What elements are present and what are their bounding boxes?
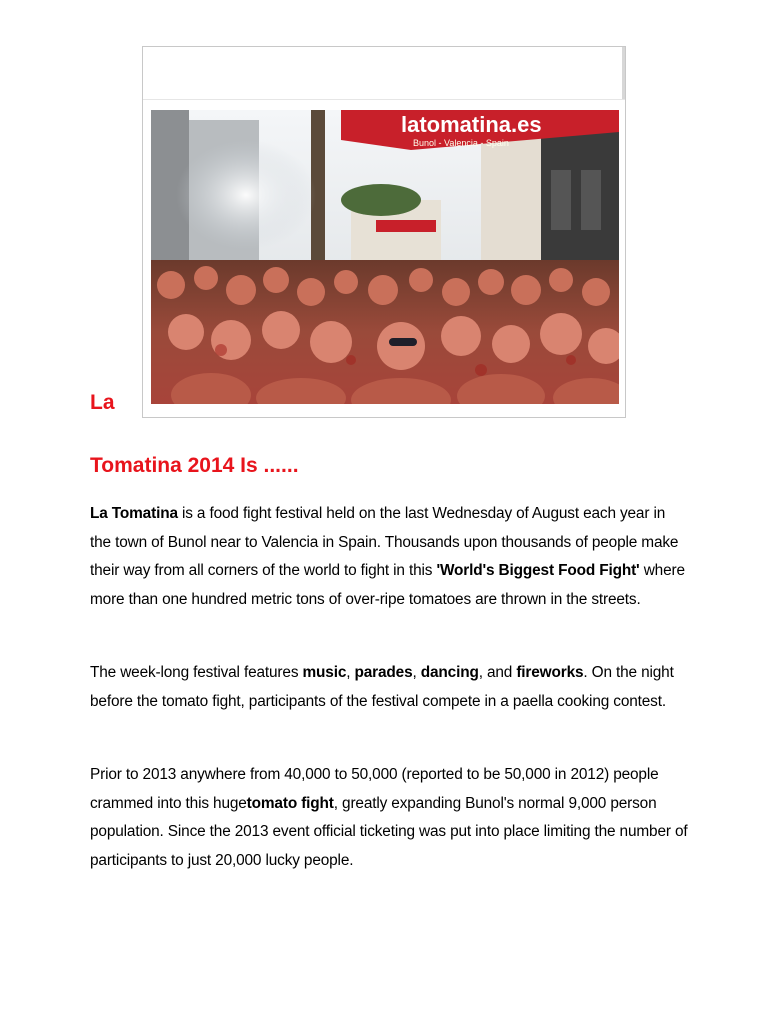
features-text-a: The week-long festival features [90,664,303,681]
features-sep-3: , and [478,664,517,681]
intro-text-a: is a food fight festival held on the last Wednesday of August each year in the town of Bunol near to Valencia in Spain. Thousands upon thousands of people make their way from all corners of the world to fight in this [90,505,679,579]
feature-dancing: dancing [420,664,479,681]
term-tomato-fight: tomato fight [246,794,334,812]
feature-parades: parades [354,664,413,681]
photo-strip-edge [622,47,625,99]
features-sep-1: , [346,664,355,681]
paragraph-attendance [90,761,690,875]
photo-top-strip [143,47,625,100]
festival-photo-frame [142,46,626,418]
feature-fireworks: fireworks [516,664,584,681]
paragraph-intro [90,500,690,614]
banner-text: latomatina.es [401,112,542,137]
crowd-photo-illustration [151,110,619,404]
features-text-b: . On the night before the tomato fight, participants of the festival compete in a paella cooking contest. [90,664,674,710]
title-line-1: La [90,391,115,414]
intro-text-b: where more than one hundred metric tons of over-ripe tomatoes are thrown in the streets. [90,562,685,608]
la-tomatina-crowd-photo [151,110,619,404]
feature-music: music [302,664,347,681]
features-sep-2: , [412,664,421,681]
term-la-tomatina: La Tomatina [90,505,178,522]
worlds-biggest-food-fight: 'World's Biggest Food Fight' [436,562,640,579]
paragraph-festival-features [90,659,690,716]
banner-subtext: Bunol - Valencia - Spain [413,138,509,148]
attendance-text-b: , greatly expanding Bunol's normal 9,000 person population. Since the 2013 event official ticketing was put into place limiting the number of participants to just 20,000 lucky people. [90,794,688,869]
title-line-2: Tomatina 2014 Is ...... [90,454,299,477]
attendance-text-a: Prior to 2013 anywhere from 40,000 to 50,000 (reported to be 50,000 in 2012) people crammed into this huge [90,766,659,812]
